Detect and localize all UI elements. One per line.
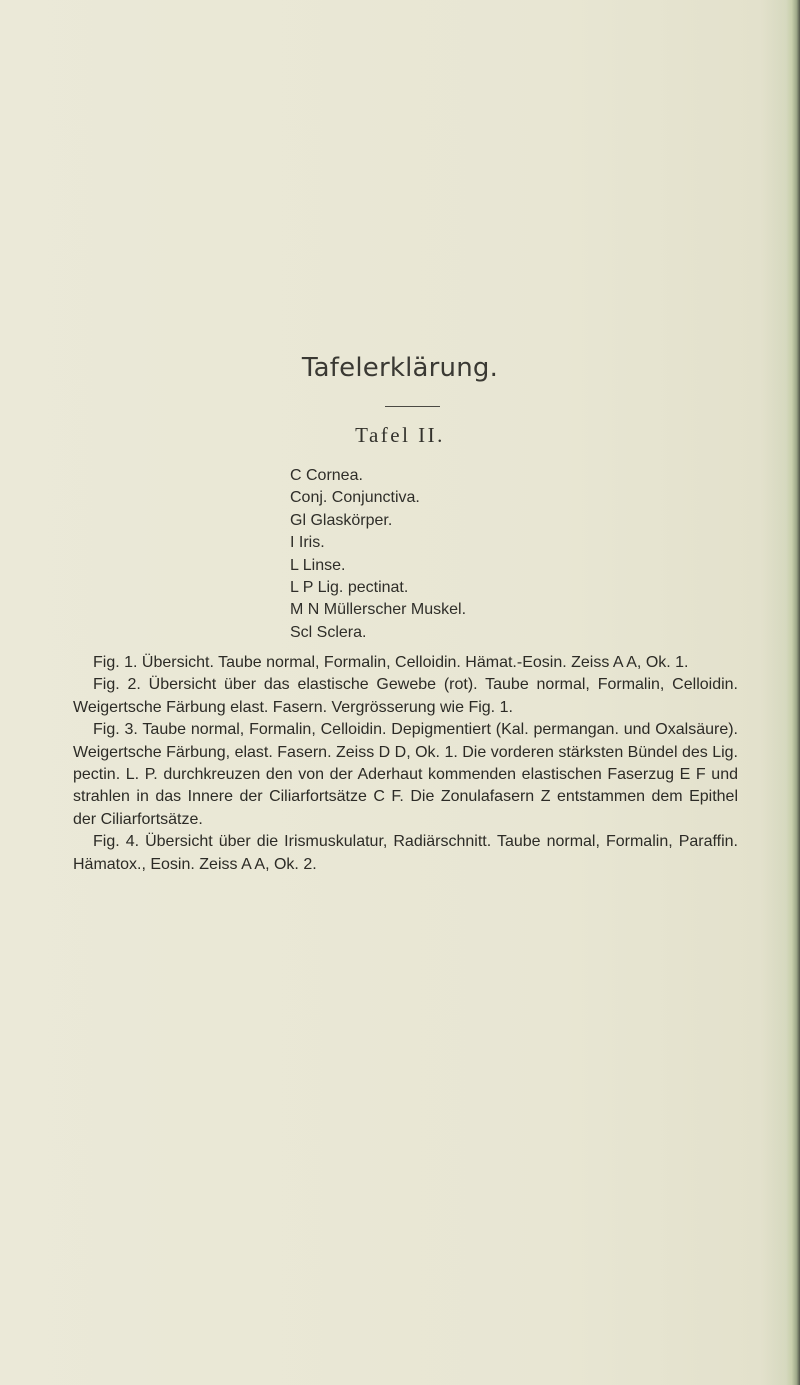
figure-caption: Fig. 1. Übersicht. Taube normal, Formalin, Celloidin. Hämat.-Eosin. Zeiss A A, Ok. 1. [93,654,689,671]
legend-item: C Cornea. [290,467,363,484]
legend-item: Gl Glaskörper. [290,511,393,529]
figure-caption: Fig. 2. Übersicht über das elastische Gewebe (rot). Taube normal, Formalin, Celloidin. Weigertsche Färbung elast. Fasern. Vergrösserung wie Fig. 1. [73,676,738,716]
page-edge-shadow [786,0,800,1385]
legend-item: I Iris. [290,534,325,552]
title-divider [385,406,440,407]
figure-caption: Fig. 3. Taube normal, Formalin, Celloidin. Depigmentiert (Kal. permangan. und Oxalsäure). Weigertsche Färbung, elast. Fasern. Zeiss D D, Ok. 1. Die vorderen stärksten Bündel des Lig. pectin. L. P. durchkreuzen den von der Aderhaut kommenden elastischen Faserzug E F und strahlen in das Innere der Ciliarfortsätze C F. Die Zonulafasern Z entstammen dem Epithel der Ciliarfortsätze. [73,721,738,828]
legend-item: L Linse. [290,556,346,574]
figure-caption: Fig. 4. Übersicht über die Irismuskulatur, Radiärschnitt. Taube normal, Formalin, Paraffin. Hämatox., Eosin. Zeiss A A, Ok. 2. [73,833,738,873]
abbreviation-legend [290,465,466,644]
page-title: Tafelerklärung. [301,353,499,383]
legend-item: M N Müllerscher Muskel. [290,601,467,619]
legend-item: L P Lig. pectinat. [290,579,409,597]
legend-item: Scl Sclera. [290,623,367,641]
legend-item: Conj. Conjunctiva. [290,489,420,507]
figure-captions [73,652,738,876]
plate-heading: Tafel II. [355,423,445,447]
